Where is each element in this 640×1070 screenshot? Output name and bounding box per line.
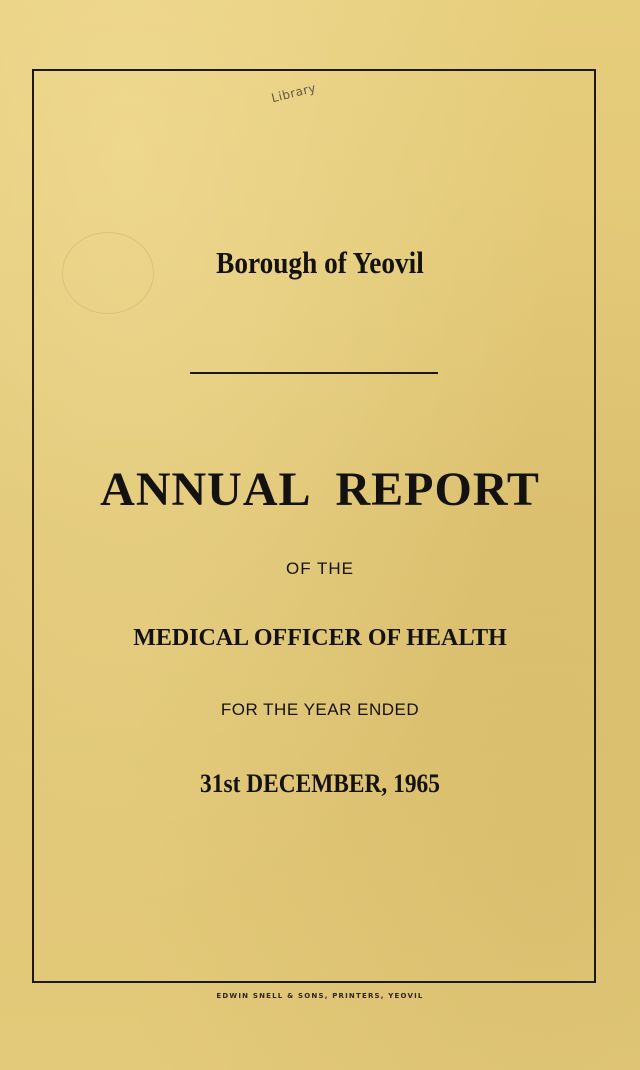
borough-title: Borough of Yeovil — [216, 245, 424, 280]
officer-title: MEDICAL OFFICER OF HEALTH — [133, 625, 507, 651]
year-ended-text: FOR THE YEAR ENDED — [220, 700, 420, 719]
of-the-text: OF THE — [285, 559, 355, 578]
printer-imprint: EDWIN SNELL & SONS, PRINTERS, YEOVIL — [216, 992, 424, 1000]
report-title-word-report: REPORT — [335, 463, 540, 516]
report-title — [0, 462, 640, 517]
report-title-word-annual: ANNUAL — [100, 463, 312, 516]
title-divider — [190, 372, 438, 374]
library-stamp: Library — [269, 80, 318, 106]
cover-border-frame — [32, 69, 596, 983]
report-date: 31st DECEMBER, 1965 — [200, 769, 440, 798]
